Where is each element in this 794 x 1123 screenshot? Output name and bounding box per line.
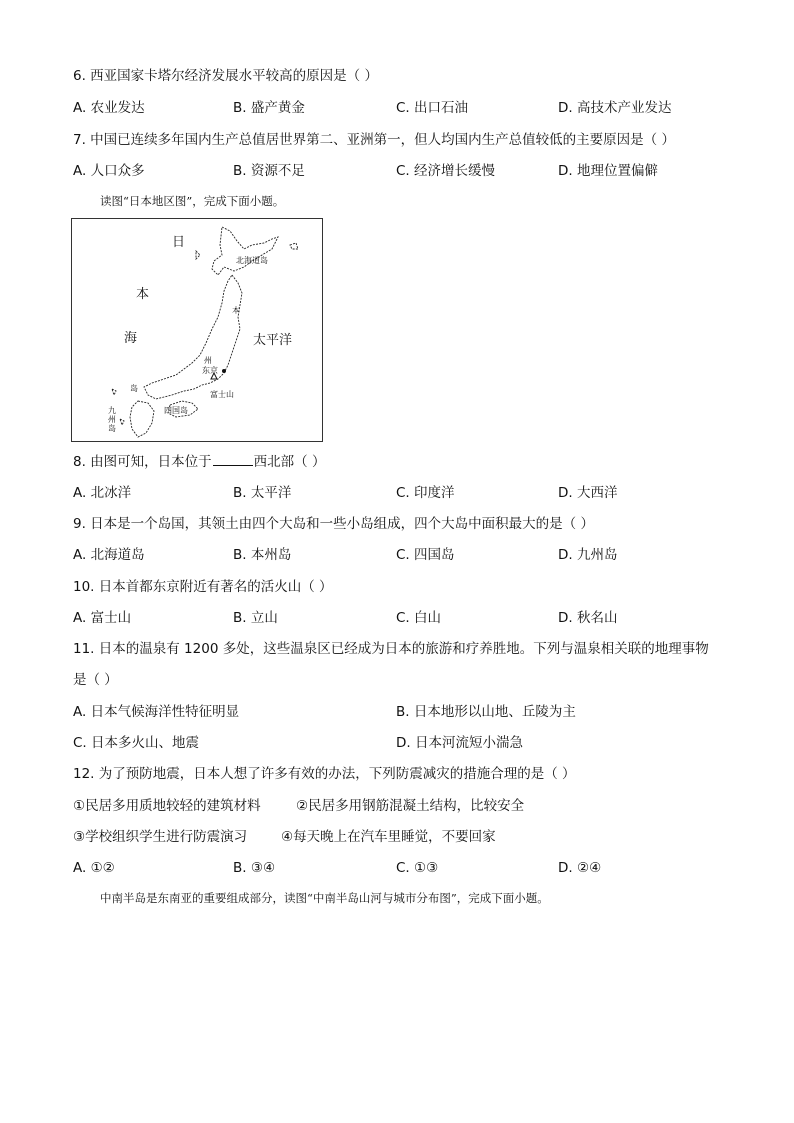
question-6-option-c: C. 出口石油 [396, 100, 469, 116]
question-12-option-c: C. ①③ [396, 860, 439, 876]
question-12-option-d: D. ②④ [558, 860, 602, 876]
question-8-stem-after: 西北部（ ） [253, 454, 326, 470]
question-9-option-c: C. 四国岛 [396, 547, 455, 563]
question-10-stem: 10. 日本首都东京附近有著名的活火山（ ） [73, 579, 333, 595]
question-8-stem [73, 453, 325, 471]
map-intro-text: 读图“日本地区图”，完成下面小题。 [100, 194, 285, 208]
question-7-option-a: A. 人口众多 [73, 163, 145, 179]
question-8-option-d: D. 大西洋 [558, 485, 618, 501]
question-10-option-d: D. 秋名山 [558, 610, 618, 626]
mount-fuji-label: 富士山 [210, 390, 234, 399]
question-12-option-b: B. ③④ [233, 860, 276, 876]
question-9-stem: 9. 日本是一个岛国，其领土由四个大岛和一些小岛组成，四个大岛中面积最大的是（ ） [73, 516, 594, 532]
question-8-option-b: B. 太平洋 [233, 485, 292, 501]
question-9-option-a: A. 北海道岛 [73, 547, 145, 563]
sea-of-japan-label-hai: 海 [124, 331, 138, 346]
honshu-label-zhou: 州 [204, 356, 212, 365]
map-intro-text-2: 中南半岛是东南亚的重要组成部分，读图“中南半岛山河与城市分布图”，完成下面小题。 [100, 891, 549, 905]
question-11-option-c: C. 日本多火山、地震 [73, 735, 200, 751]
question-11-option-b: B. 日本地形以山地、丘陵为主 [396, 704, 576, 720]
question-10-option-b: B. 立山 [233, 610, 278, 626]
honshu-label-dao: 岛 [130, 384, 138, 393]
question-8-option-c: C. 印度洋 [396, 485, 455, 501]
question-9-option-b: B. 本州岛 [233, 547, 292, 563]
question-11-stem-line2: 是（ ） [73, 672, 118, 688]
question-12-stem: 12. 为了预防地震，日本人想了许多有效的办法，下列防震减灾的措施合理的是（ ） [73, 766, 576, 782]
question-12-statement-3: ③学校组织学生进行防震演习 [73, 829, 248, 845]
question-11-option-d: D. 日本河流短小湍急 [396, 735, 523, 751]
question-6-stem: 6. 西亚国家卡塔尔经济发展水平较高的原因是（ ） [73, 68, 378, 84]
question-6-option-d: D. 高技术产业发达 [558, 100, 672, 116]
question-6-option-a: A. 农业发达 [73, 100, 145, 116]
sea-of-japan-label-ri: 日 [172, 235, 186, 250]
question-8-option-a: A. 北冰洋 [73, 485, 132, 501]
kyushu-label-dao: 岛 [108, 424, 116, 433]
question-10-option-a: A. 富士山 [73, 610, 132, 626]
shikoku-label: 四国岛 [164, 406, 188, 415]
question-11-option-a: A. 日本气候海洋性特征明显 [73, 704, 240, 720]
question-12-statement-2: ②民居多用钢筋混凝土结构，比较安全 [296, 798, 525, 814]
sea-of-japan-label-ben: 本 [136, 287, 150, 302]
pacific-ocean-label: 太平洋 [253, 333, 293, 348]
question-11-stem-line1: 11. 日本的温泉有 1200 多处，这些温泉区已经成为日本的旅游和疗养胜地。下列与温泉相关联的地理事物 [73, 641, 709, 657]
question-10-option-c: C. 白山 [396, 610, 442, 626]
answer-blank[interactable] [213, 453, 253, 466]
tokyo-label: 东京 [202, 366, 218, 375]
question-12-statement-4: ④每天晚上在汽车里睡觉，不要回家 [281, 829, 496, 845]
question-8-stem-before: 8. 由图可知，日本位于 [73, 454, 212, 470]
question-7-option-b: B. 资源不足 [233, 163, 305, 179]
question-9-option-d: D. 九州岛 [558, 547, 618, 563]
honshu-label-ben: 本 [232, 306, 240, 315]
japan-map-figure [71, 218, 323, 442]
question-7-stem: 7. 中国已连续多年国内生产总值居世界第二、亚洲第一，但人均国内生产总值较低的主要原因是（ ） [73, 132, 675, 148]
question-12-statement-1: ①民居多用质地较轻的建筑材料 [73, 798, 261, 814]
question-6-option-b: B. 盛产黄金 [233, 100, 305, 116]
question-7-option-c: C. 经济增长缓慢 [396, 163, 496, 179]
question-7-option-d: D. 地理位置偏僻 [558, 163, 658, 179]
kyushu-label-zhou: 州 [108, 415, 116, 424]
hokkaido-label: 北海道岛 [236, 256, 268, 265]
question-12-option-a: A. ①② [73, 860, 115, 876]
kyushu-label-jiu: 九 [108, 406, 116, 415]
